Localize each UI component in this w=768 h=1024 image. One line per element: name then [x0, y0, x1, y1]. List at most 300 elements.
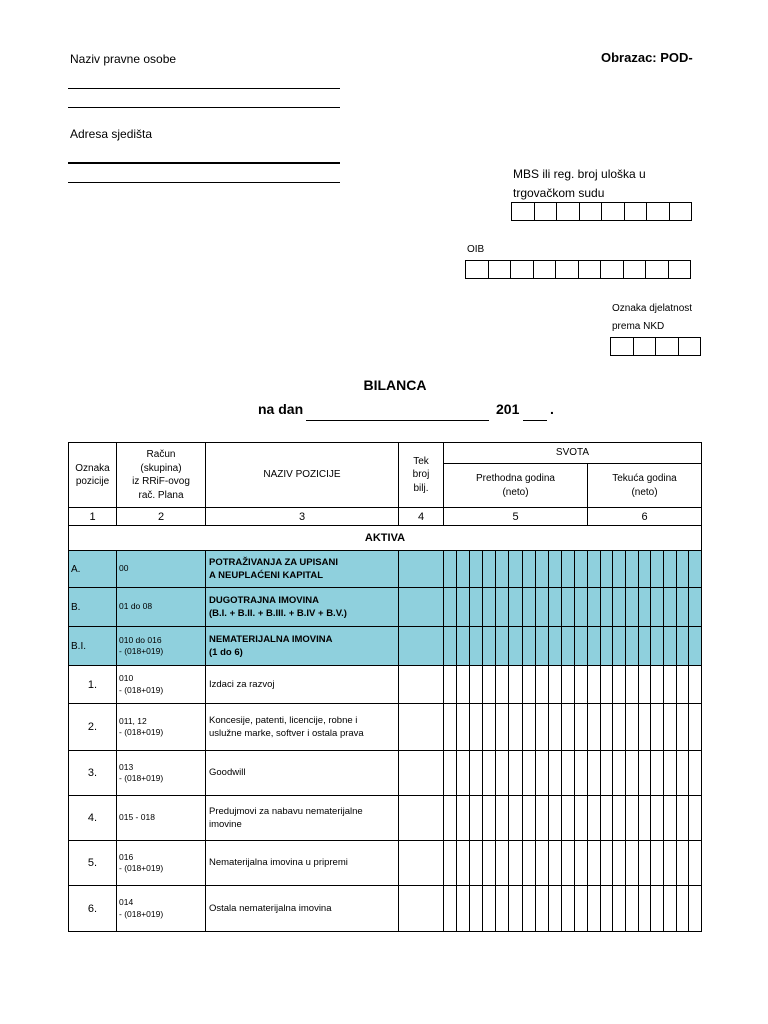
oib-box[interactable] — [578, 260, 602, 279]
row-prethodna-godina-cell-digit-boxes[interactable] — [444, 796, 587, 840]
oib-input-boxes[interactable] — [465, 260, 691, 279]
digit-box[interactable] — [612, 666, 625, 703]
digit-box[interactable] — [508, 666, 521, 703]
digit-box[interactable] — [688, 841, 701, 885]
digit-box[interactable] — [548, 796, 561, 840]
oib-box[interactable] — [510, 260, 534, 279]
digit-box[interactable] — [522, 588, 535, 626]
row-tekuca-godina-cell[interactable] — [588, 551, 702, 588]
digit-box[interactable] — [600, 796, 613, 840]
digit-box[interactable] — [522, 751, 535, 795]
digit-box[interactable] — [508, 886, 521, 931]
digit-box[interactable] — [482, 886, 495, 931]
digit-box[interactable] — [650, 841, 663, 885]
mbs-box[interactable] — [534, 202, 558, 221]
digit-box[interactable] — [508, 588, 521, 626]
digit-box[interactable] — [638, 751, 651, 795]
col-prethodna-label-2: (neto) — [502, 486, 529, 498]
col-number: 3 — [206, 508, 399, 526]
row-tekuca-godina-cell[interactable] — [588, 796, 702, 841]
digit-box[interactable] — [469, 551, 482, 587]
digit-box[interactable] — [444, 886, 456, 931]
row-tekuca-godina-cell-digit-boxes[interactable] — [588, 751, 701, 795]
row-racun — [117, 841, 206, 886]
digit-box[interactable] — [561, 588, 574, 626]
digit-box[interactable] — [663, 627, 676, 665]
mbs-box[interactable] — [646, 202, 670, 221]
row-tekuca-godina-cell[interactable] — [588, 751, 702, 796]
digit-box[interactable] — [650, 666, 663, 703]
digit-box[interactable] — [444, 841, 456, 885]
digit-box[interactable] — [482, 751, 495, 795]
row-prethodna-godina-cell[interactable] — [444, 751, 588, 796]
col-number: 2 — [117, 508, 206, 526]
row-prethodna-godina-cell[interactable] — [444, 704, 588, 751]
table-header-row — [69, 443, 702, 464]
digit-box[interactable] — [588, 588, 600, 626]
digit-box[interactable] — [600, 666, 613, 703]
digit-box[interactable] — [676, 704, 689, 750]
digit-box[interactable] — [548, 886, 561, 931]
row-tekuca-godina-cell[interactable] — [588, 666, 702, 704]
digit-box[interactable] — [469, 704, 482, 750]
row-oznaka: 5. — [69, 841, 117, 886]
row-prethodna-godina-cell-digit-boxes[interactable] — [444, 627, 587, 665]
digit-box[interactable] — [612, 841, 625, 885]
digit-box[interactable] — [561, 704, 574, 750]
oib-box[interactable] — [645, 260, 669, 279]
digit-box[interactable] — [522, 796, 535, 840]
digit-box[interactable] — [495, 886, 508, 931]
digit-box[interactable] — [561, 551, 574, 587]
row-tek-broj-cell[interactable] — [399, 841, 444, 886]
row-tekuca-godina-cell-digit-boxes[interactable] — [588, 551, 701, 587]
digit-box[interactable] — [650, 704, 663, 750]
digit-box[interactable] — [676, 886, 689, 931]
digit-box[interactable] — [650, 886, 663, 931]
digit-box[interactable] — [456, 551, 469, 587]
digit-box[interactable] — [548, 551, 561, 587]
digit-box[interactable] — [535, 666, 548, 703]
digit-box[interactable] — [574, 796, 587, 840]
digit-box[interactable] — [688, 666, 701, 703]
row-naziv-line-1: Goodwill — [209, 767, 246, 779]
section-row-aktiva — [69, 526, 702, 551]
digit-box[interactable] — [625, 704, 638, 750]
form-code-label: Obrazac: POD- — [601, 50, 693, 65]
oib-box[interactable] — [488, 260, 512, 279]
legal-entity-line-1[interactable] — [68, 88, 340, 89]
digit-box[interactable] — [638, 841, 651, 885]
row-tek-broj-cell[interactable] — [399, 886, 444, 932]
row-prethodna-godina-cell-digit-boxes[interactable] — [444, 704, 587, 750]
row-racun-main: 016 — [119, 851, 134, 862]
digit-box[interactable] — [574, 666, 587, 703]
digit-box[interactable] — [588, 796, 600, 840]
digit-box[interactable] — [650, 796, 663, 840]
nkd-box[interactable] — [610, 337, 634, 356]
mbs-label-line-1: MBS ili reg. broj uloška u — [513, 167, 646, 181]
col-racun-header — [117, 443, 206, 508]
digit-box[interactable] — [676, 551, 689, 587]
digit-box[interactable] — [638, 704, 651, 750]
digit-box[interactable] — [548, 666, 561, 703]
digit-box[interactable] — [588, 551, 600, 587]
mbs-box[interactable] — [579, 202, 603, 221]
row-naziv — [206, 886, 399, 932]
digit-box[interactable] — [508, 796, 521, 840]
row-prethodna-godina-cell-digit-boxes[interactable] — [444, 588, 587, 626]
digit-box[interactable] — [625, 751, 638, 795]
digit-box[interactable] — [495, 704, 508, 750]
digit-box[interactable] — [638, 588, 651, 626]
row-racun — [117, 796, 206, 841]
mbs-box[interactable] — [556, 202, 580, 221]
digit-box[interactable] — [535, 551, 548, 587]
digit-box[interactable] — [676, 588, 689, 626]
digit-box[interactable] — [600, 704, 613, 750]
digit-box[interactable] — [600, 551, 613, 587]
digit-box[interactable] — [535, 704, 548, 750]
digit-box[interactable] — [548, 627, 561, 665]
row-tekuca-godina-cell[interactable] — [588, 704, 702, 751]
row-prethodna-godina-cell-digit-boxes[interactable] — [444, 551, 587, 587]
digit-box[interactable] — [535, 588, 548, 626]
digit-box[interactable] — [469, 841, 482, 885]
col-tek-label-2: broj — [412, 469, 430, 481]
col-oznaka-header — [69, 443, 117, 508]
digit-box[interactable] — [444, 551, 456, 587]
digit-box[interactable] — [625, 666, 638, 703]
digit-box[interactable] — [456, 627, 469, 665]
digit-box[interactable] — [688, 886, 701, 931]
digit-box[interactable] — [495, 627, 508, 665]
col-number: 4 — [399, 508, 444, 526]
row-racun-sub: - (018+019) — [119, 727, 164, 737]
row-tekuca-godina-cell[interactable] — [588, 588, 702, 627]
digit-box[interactable] — [548, 751, 561, 795]
digit-box[interactable] — [456, 751, 469, 795]
digit-box[interactable] — [444, 704, 456, 750]
digit-box[interactable] — [495, 666, 508, 703]
digit-box[interactable] — [663, 841, 676, 885]
digit-box[interactable] — [574, 841, 587, 885]
digit-box[interactable] — [612, 796, 625, 840]
col-tek-label-3: bilj. — [413, 482, 429, 494]
digit-box[interactable] — [588, 666, 600, 703]
row-racun-main: 015 - 018 — [119, 812, 155, 823]
digit-box[interactable] — [535, 627, 548, 665]
digit-box[interactable] — [574, 751, 587, 795]
digit-box[interactable] — [588, 627, 600, 665]
digit-box[interactable] — [469, 588, 482, 626]
digit-box[interactable] — [561, 886, 574, 931]
digit-box[interactable] — [561, 796, 574, 840]
digit-box[interactable] — [574, 886, 587, 931]
address-line-1[interactable] — [68, 162, 340, 164]
row-tek-broj-cell[interactable] — [399, 551, 444, 588]
digit-box[interactable] — [548, 588, 561, 626]
digit-box[interactable] — [588, 841, 600, 885]
digit-box[interactable] — [522, 551, 535, 587]
digit-box[interactable] — [650, 627, 663, 665]
year-period: . — [550, 401, 554, 417]
digit-box[interactable] — [676, 796, 689, 840]
digit-box[interactable] — [588, 751, 600, 795]
digit-box[interactable] — [469, 666, 482, 703]
row-naziv-line-2: A NEUPLAĆENI KAPITAL — [209, 570, 323, 581]
row-prethodna-godina-cell[interactable] — [444, 551, 588, 588]
digit-box[interactable] — [574, 551, 587, 587]
digit-box[interactable] — [482, 704, 495, 750]
digit-box[interactable] — [612, 551, 625, 587]
mbs-label — [513, 165, 646, 203]
row-prethodna-godina-cell-digit-boxes[interactable] — [444, 751, 587, 795]
row-prethodna-godina-cell-digit-boxes[interactable] — [444, 666, 587, 703]
col-racun-label-4: rač. Plana — [138, 489, 184, 501]
mbs-box[interactable] — [601, 202, 625, 221]
balance-table — [68, 442, 702, 932]
column-number-row — [69, 508, 702, 526]
row-racun — [117, 627, 206, 666]
digit-box[interactable] — [638, 666, 651, 703]
digit-box[interactable] — [688, 627, 701, 665]
nkd-label-line-1: Oznaka djelatnost — [612, 303, 693, 314]
date-line[interactable] — [306, 420, 489, 421]
mbs-box[interactable] — [669, 202, 693, 221]
col-number: 6 — [588, 508, 702, 526]
col-naziv-header: NAZIV POZICIJE — [206, 443, 399, 508]
digit-box[interactable] — [625, 796, 638, 840]
row-tek-broj-cell[interactable] — [399, 588, 444, 627]
oib-label: OIB — [467, 244, 485, 255]
digit-box[interactable] — [600, 751, 613, 795]
digit-box[interactable] — [522, 841, 535, 885]
row-tekuca-godina-cell-digit-boxes[interactable] — [588, 666, 701, 703]
row-oznaka: B. — [69, 588, 117, 627]
digit-box[interactable] — [522, 627, 535, 665]
digit-box[interactable] — [456, 841, 469, 885]
digit-box[interactable] — [548, 704, 561, 750]
digit-box[interactable] — [469, 796, 482, 840]
digit-box[interactable] — [508, 704, 521, 750]
row-tekuca-godina-cell-digit-boxes[interactable] — [588, 841, 701, 885]
digit-box[interactable] — [638, 886, 651, 931]
nkd-box[interactable] — [633, 337, 657, 356]
digit-box[interactable] — [663, 551, 676, 587]
digit-box[interactable] — [676, 751, 689, 795]
digit-box[interactable] — [625, 588, 638, 626]
nkd-box[interactable] — [678, 337, 702, 356]
row-racun-main: 013 — [119, 761, 134, 772]
row-naziv — [206, 551, 399, 588]
digit-box[interactable] — [482, 551, 495, 587]
digit-box[interactable] — [663, 796, 676, 840]
row-tek-broj-cell[interactable] — [399, 704, 444, 751]
digit-box[interactable] — [650, 551, 663, 587]
digit-box[interactable] — [588, 704, 600, 750]
digit-box[interactable] — [469, 627, 482, 665]
digit-box[interactable] — [535, 841, 548, 885]
digit-box[interactable] — [688, 704, 701, 750]
row-prethodna-godina-cell-digit-boxes[interactable] — [444, 886, 587, 931]
digit-box[interactable] — [561, 627, 574, 665]
oib-box[interactable] — [600, 260, 624, 279]
digit-box[interactable] — [561, 751, 574, 795]
digit-box[interactable] — [663, 886, 676, 931]
digit-box[interactable] — [612, 886, 625, 931]
digit-box[interactable] — [600, 886, 613, 931]
digit-box[interactable] — [625, 886, 638, 931]
digit-box[interactable] — [456, 704, 469, 750]
digit-box[interactable] — [482, 627, 495, 665]
digit-box[interactable] — [638, 796, 651, 840]
row-tekuca-godina-cell[interactable] — [588, 886, 702, 932]
digit-box[interactable] — [522, 886, 535, 931]
digit-box[interactable] — [676, 666, 689, 703]
digit-box[interactable] — [456, 588, 469, 626]
digit-box[interactable] — [444, 796, 456, 840]
legal-entity-line-2[interactable] — [68, 107, 340, 108]
digit-box[interactable] — [574, 627, 587, 665]
digit-box[interactable] — [495, 841, 508, 885]
oib-box[interactable] — [465, 260, 489, 279]
row-oznaka: 6. — [69, 886, 117, 932]
digit-box[interactable] — [535, 751, 548, 795]
digit-box[interactable] — [561, 841, 574, 885]
digit-box[interactable] — [535, 886, 548, 931]
address-line-2[interactable] — [68, 182, 340, 183]
digit-box[interactable] — [508, 627, 521, 665]
row-tekuca-godina-cell[interactable] — [588, 627, 702, 666]
digit-box[interactable] — [688, 751, 701, 795]
digit-box[interactable] — [495, 751, 508, 795]
digit-box[interactable] — [456, 796, 469, 840]
digit-box[interactable] — [495, 588, 508, 626]
digit-box[interactable] — [561, 666, 574, 703]
nkd-input-boxes[interactable] — [610, 337, 701, 356]
row-tek-broj-cell[interactable] — [399, 627, 444, 666]
digit-box[interactable] — [663, 704, 676, 750]
digit-box[interactable] — [522, 666, 535, 703]
row-prethodna-godina-cell[interactable] — [444, 627, 588, 666]
row-prethodna-godina-cell[interactable] — [444, 666, 588, 704]
digit-box[interactable] — [456, 886, 469, 931]
oib-box[interactable] — [623, 260, 647, 279]
digit-box[interactable] — [688, 796, 701, 840]
digit-box[interactable] — [482, 841, 495, 885]
digit-box[interactable] — [482, 588, 495, 626]
digit-box[interactable] — [600, 841, 613, 885]
row-prethodna-godina-cell-digit-boxes[interactable] — [444, 841, 587, 885]
digit-box[interactable] — [522, 704, 535, 750]
row-tekuca-godina-cell-digit-boxes[interactable] — [588, 588, 701, 626]
digit-box[interactable] — [444, 751, 456, 795]
row-naziv-line-1: Predujmovi za nabavu nematerijalne — [209, 805, 363, 817]
oib-box[interactable] — [533, 260, 557, 279]
digit-box[interactable] — [574, 588, 587, 626]
digit-box[interactable] — [612, 588, 625, 626]
digit-box[interactable] — [612, 751, 625, 795]
mbs-box[interactable] — [624, 202, 648, 221]
row-racun-sub: - (018+019) — [119, 863, 164, 873]
mbs-input-boxes[interactable] — [511, 202, 692, 221]
digit-box[interactable] — [508, 751, 521, 795]
digit-box[interactable] — [688, 588, 701, 626]
row-racun-main: 00 — [119, 563, 129, 574]
row-prethodna-godina-cell[interactable] — [444, 588, 588, 627]
digit-box[interactable] — [612, 627, 625, 665]
nkd-box[interactable] — [655, 337, 679, 356]
digit-box[interactable] — [650, 588, 663, 626]
digit-box[interactable] — [625, 551, 638, 587]
digit-box[interactable] — [663, 751, 676, 795]
row-tek-broj-cell[interactable] — [399, 751, 444, 796]
row-prethodna-godina-cell[interactable] — [444, 886, 588, 932]
row-tekuca-godina-cell-digit-boxes[interactable] — [588, 704, 701, 750]
digit-box[interactable] — [444, 627, 456, 665]
digit-box[interactable] — [508, 841, 521, 885]
row-oznaka: 2. — [69, 704, 117, 751]
digit-box[interactable] — [663, 588, 676, 626]
digit-box[interactable] — [638, 551, 651, 587]
digit-box[interactable] — [469, 751, 482, 795]
row-naziv — [206, 751, 399, 796]
row-racun-main: 010 do 016 — [119, 634, 162, 645]
digit-box[interactable] — [625, 627, 638, 665]
digit-box[interactable] — [535, 796, 548, 840]
digit-box[interactable] — [612, 704, 625, 750]
digit-box[interactable] — [444, 588, 456, 626]
digit-box[interactable] — [688, 551, 701, 587]
row-tek-broj-cell[interactable] — [399, 666, 444, 704]
row-prethodna-godina-cell[interactable] — [444, 796, 588, 841]
row-prethodna-godina-cell[interactable] — [444, 841, 588, 886]
row-tekuca-godina-cell-digit-boxes[interactable] — [588, 627, 701, 665]
mbs-label-line-2: trgovačkom sudu — [513, 186, 605, 200]
row-tekuca-godina-cell-digit-boxes[interactable] — [588, 796, 701, 840]
digit-box[interactable] — [676, 841, 689, 885]
digit-box[interactable] — [444, 666, 456, 703]
digit-box[interactable] — [508, 551, 521, 587]
oib-box[interactable] — [668, 260, 692, 279]
digit-box[interactable] — [588, 886, 600, 931]
digit-box[interactable] — [495, 551, 508, 587]
row-tekuca-godina-cell[interactable] — [588, 841, 702, 886]
col-oznaka-label: Oznaka pozicije — [75, 462, 110, 487]
digit-box[interactable] — [625, 841, 638, 885]
col-tekuca-header — [588, 464, 702, 508]
digit-box[interactable] — [663, 666, 676, 703]
digit-box[interactable] — [548, 841, 561, 885]
digit-box[interactable] — [482, 796, 495, 840]
mbs-box[interactable] — [511, 202, 535, 221]
digit-box[interactable] — [482, 666, 495, 703]
digit-box[interactable] — [600, 627, 613, 665]
digit-box[interactable] — [676, 627, 689, 665]
digit-box[interactable] — [600, 588, 613, 626]
digit-box[interactable] — [638, 627, 651, 665]
digit-box[interactable] — [456, 666, 469, 703]
digit-box[interactable] — [574, 704, 587, 750]
oib-box[interactable] — [555, 260, 579, 279]
digit-box[interactable] — [650, 751, 663, 795]
row-tek-broj-cell[interactable] — [399, 796, 444, 841]
digit-box[interactable] — [469, 886, 482, 931]
year-line[interactable] — [523, 420, 547, 421]
row-tekuca-godina-cell-digit-boxes[interactable] — [588, 886, 701, 931]
digit-box[interactable] — [495, 796, 508, 840]
